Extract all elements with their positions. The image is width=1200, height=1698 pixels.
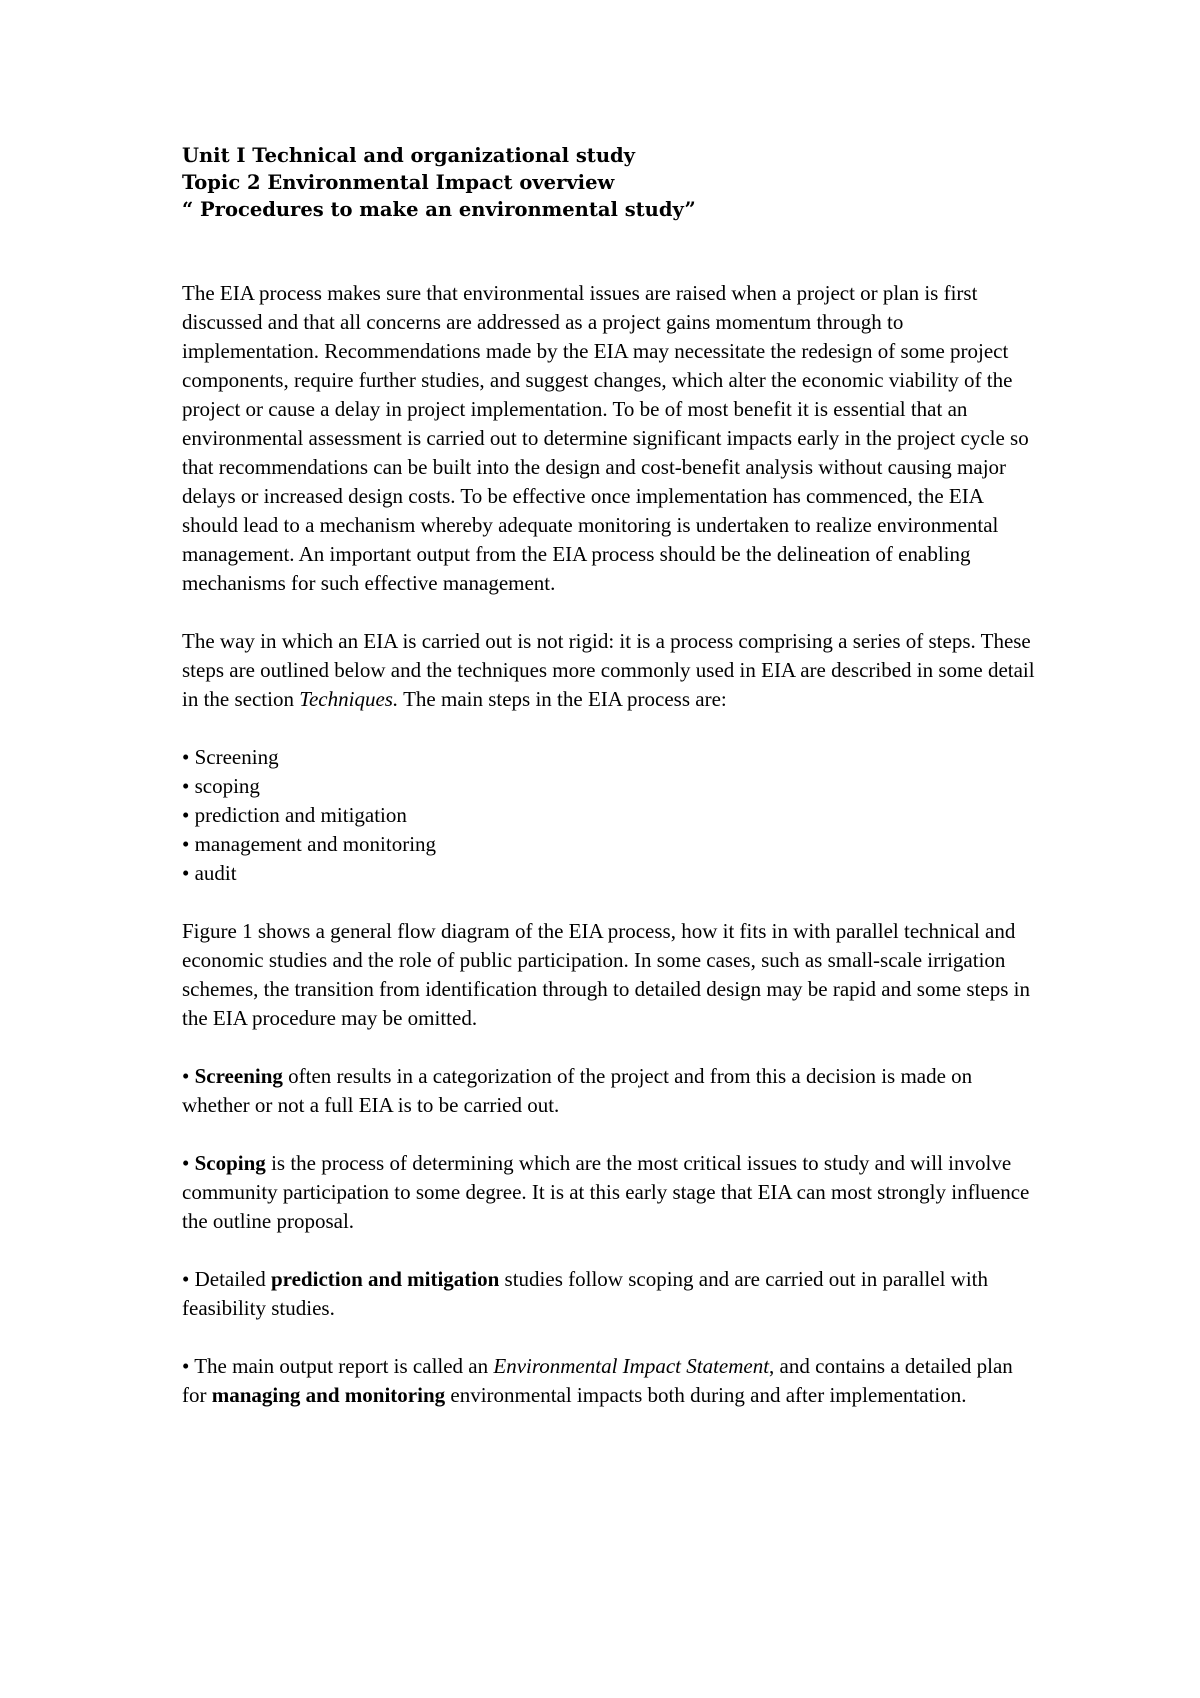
prediction-text: studies follow scoping and are carried out in parallel with feasibility studies.	[182, 1267, 988, 1320]
scoping-term: Scoping	[194, 1151, 266, 1175]
output-text-start: • The main output report is called an	[182, 1354, 494, 1378]
prediction-term: prediction and mitigation	[270, 1267, 500, 1291]
eia-steps-list	[182, 743, 1042, 888]
prediction-text-start: • Detailed	[182, 1267, 271, 1291]
figure-paragraph: Figure 1 shows a general flow diagram of the EIA process, how it fits in with parallel technical and economic studies and the role of public participation. In some cases, such as small-scale irrigation schemes, the transition from identification through to detailed design may be rapid and some steps in the EIA procedure may be omitted.	[182, 919, 1030, 1030]
bullet: •	[182, 1064, 195, 1088]
scoping-text: is the process of determining which are the most critical issues to study and will involve community participation to some degree. It is at this early stage that EIA can most strongly influence the outline proposal.	[182, 1151, 1030, 1233]
eis-term: Environmental Impact Statement	[493, 1354, 770, 1378]
process-text-end: The main steps in the EIA process are:	[398, 687, 727, 711]
list-item: • prediction and mitigation	[182, 803, 407, 827]
bullet: •	[182, 1151, 195, 1175]
output-paragraph	[182, 1352, 1042, 1410]
intro-paragraph: The EIA process makes sure that environmental issues are raised when a project or plan is first discussed and that all concerns are addressed as a project gains momentum through to implementation. Recommendations made by the EIA may necessitate the redesign of some project components, require further studies, and suggest changes, which alter the economic viability of the project or cause a delay in project implementation. To be of most benefit it is essential that an environmental assessment is carried out to determine significant impacts early in the project cycle so that recommendations can be built into the design and cost-benefit analysis without causing major delays or increased design costs. To be effective once implementation has commenced, the EIA should lead to a mechanism whereby adequate monitoring is undertaken to realize environmental management. An important output from the EIA process should be the delineation of enabling mechanisms for such effective management.	[182, 281, 1029, 595]
list-item: • Screening	[182, 745, 279, 769]
managing-term: managing and monitoring	[211, 1383, 446, 1407]
procedure-title: “ Procedures to make an environmental study”	[182, 198, 696, 221]
topic-title: Topic 2 Environmental Impact overview	[182, 171, 615, 194]
list-item: • scoping	[182, 774, 260, 798]
document-body	[182, 142, 1042, 1439]
document-heading	[182, 142, 1042, 223]
prediction-paragraph	[182, 1265, 1042, 1323]
techniques-reference: Techniques.	[299, 687, 399, 711]
screening-text: often results in a categorization of the project and from this a decision is made on whether or not a full EIA is to be carried out.	[182, 1064, 973, 1117]
screening-paragraph	[182, 1062, 1042, 1120]
screening-term: Screening	[194, 1064, 283, 1088]
output-text-middle: , and contains a detailed plan for	[182, 1354, 1013, 1407]
process-paragraph	[182, 627, 1042, 714]
scoping-paragraph	[182, 1149, 1042, 1236]
list-item: • management and monitoring	[182, 832, 437, 856]
output-text-end: environmental impacts both during and after implementation.	[445, 1383, 967, 1407]
unit-title: Unit I Technical and organizational study	[182, 144, 635, 167]
list-item: • audit	[182, 861, 237, 885]
process-text-start: The way in which an EIA is carried out is not rigid: it is a process comprising a series of steps. These steps are outlined below and the techniques more commonly used in EIA are described in some detail in the section	[182, 629, 1035, 711]
